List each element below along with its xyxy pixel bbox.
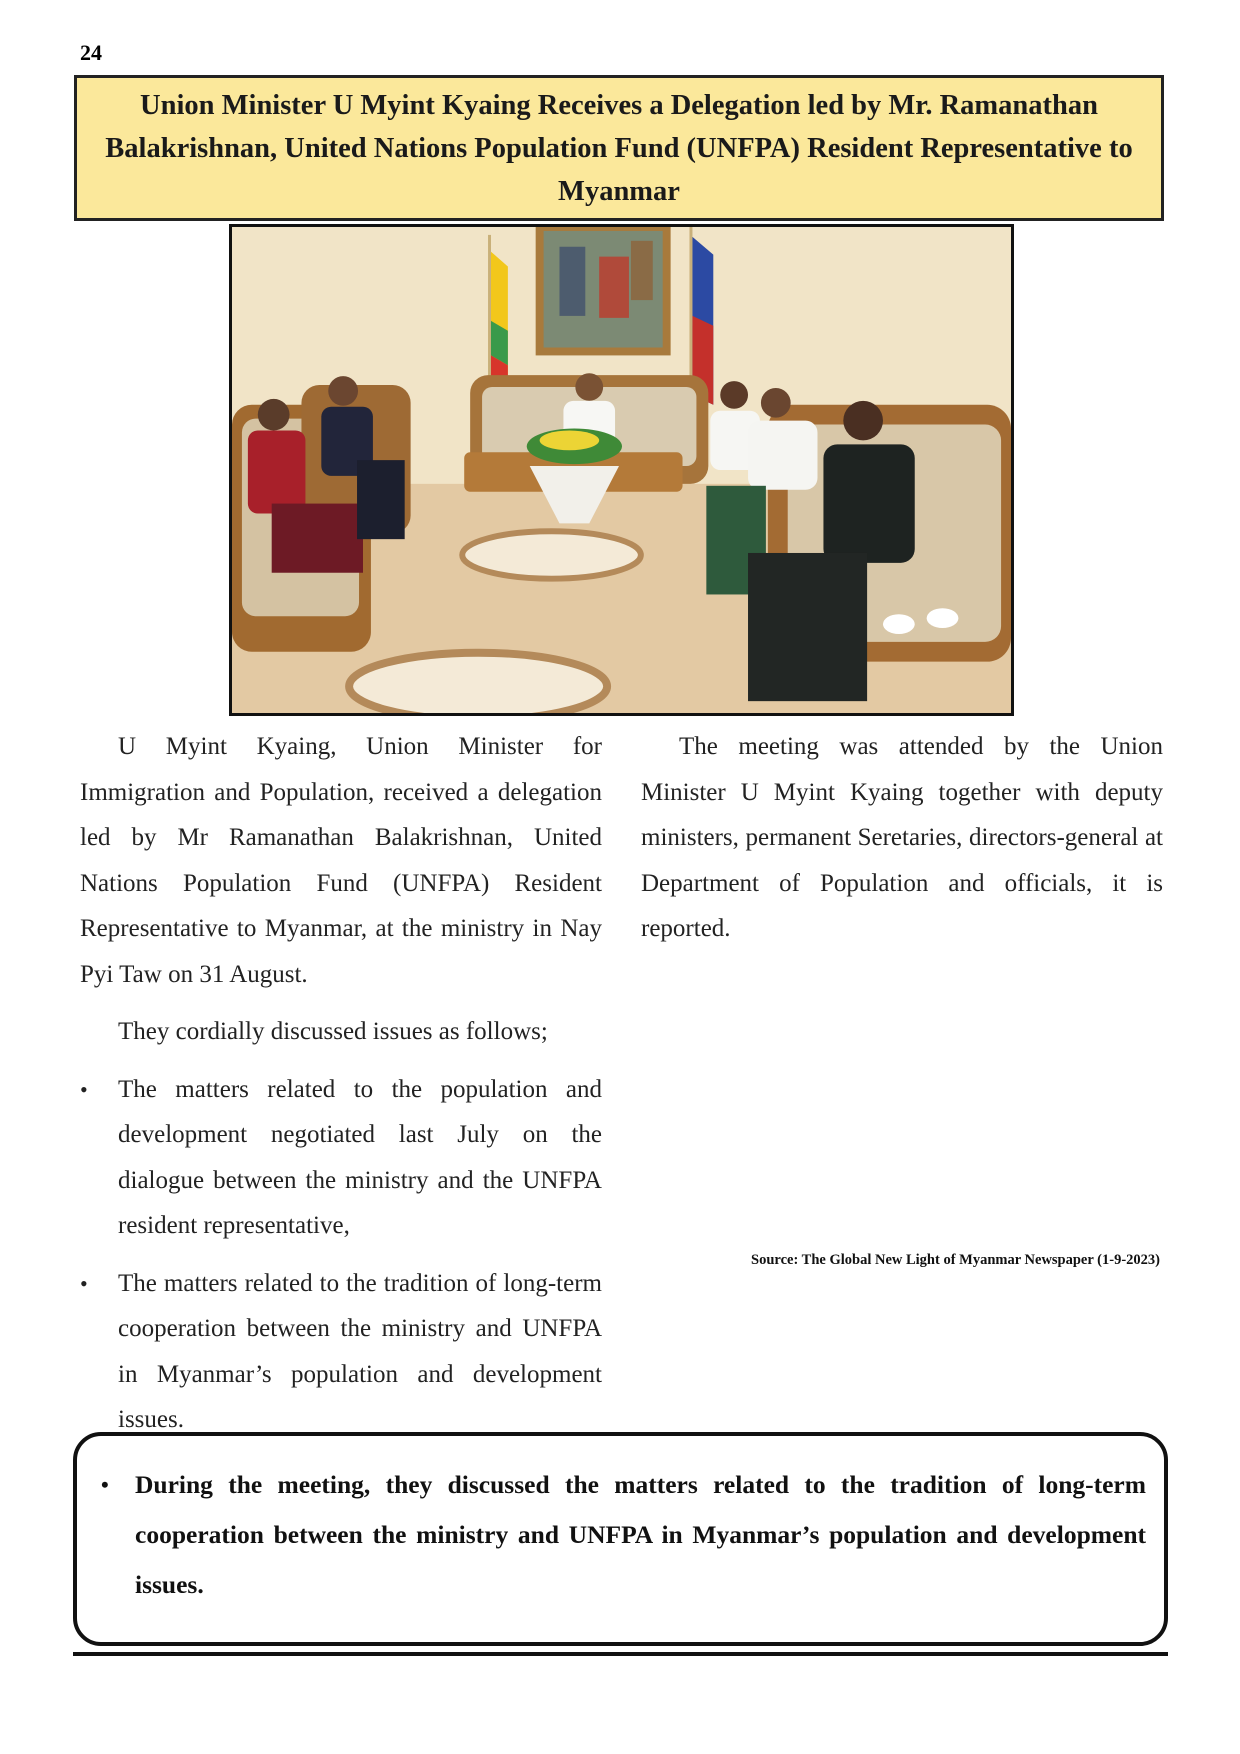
list-item: • The matters related to the population and development negotiated last July on the dialogue between the ministry and the UNFPA resident representative,	[80, 1067, 602, 1249]
meeting-photo	[229, 224, 1014, 716]
meeting-photo-illustration	[232, 227, 1011, 713]
list-item: • The matters related to the tradition of long-term cooperation between the ministry and UNFPA in Myanmar’s population and development issues.	[80, 1261, 602, 1443]
source-credit: Source: The Global New Light of Myanmar Newspaper (1-9-2023)	[751, 1252, 1160, 1268]
article-paragraph-2: They cordially discussed issues as follows;	[118, 1018, 548, 1045]
highlight-box	[73, 1432, 1168, 1646]
page-number: 24	[80, 40, 102, 65]
article-paragraph-3: The meeting was attended by the Union Minister U Myint Kyaing together with deputy ministers, permanent Seretaries, directors-general at Department of Population and officials, it is reported.	[641, 733, 1163, 942]
article-column-right	[641, 724, 1163, 964]
bottom-divider	[73, 1652, 1168, 1656]
title-banner	[74, 75, 1164, 221]
article-title: Union Minister U Myint Kyaing Receives a Delegation led by Mr. Ramanathan Balakrishnan, United Nations Population Fund (UNFPA) Resident Representative to Myanmar	[105, 89, 1133, 207]
discussion-list	[80, 1067, 602, 1443]
highlight-item: • During the meeting, they discussed the matters related to the tradition of long-term cooperation between the ministry and UNFPA in Myanmar’s population and development issues.	[93, 1460, 1146, 1610]
article-paragraph-1: U Myint Kyaing, Union Minister for Immigration and Population, received a delegation led by Mr Ramanathan Balakrishnan, United Nations Population Fund (UNFPA) Resident Representative to Myanmar, at the ministry in Nay Pyi Taw on 31 August.	[80, 733, 602, 988]
article-column-left	[80, 724, 602, 1455]
